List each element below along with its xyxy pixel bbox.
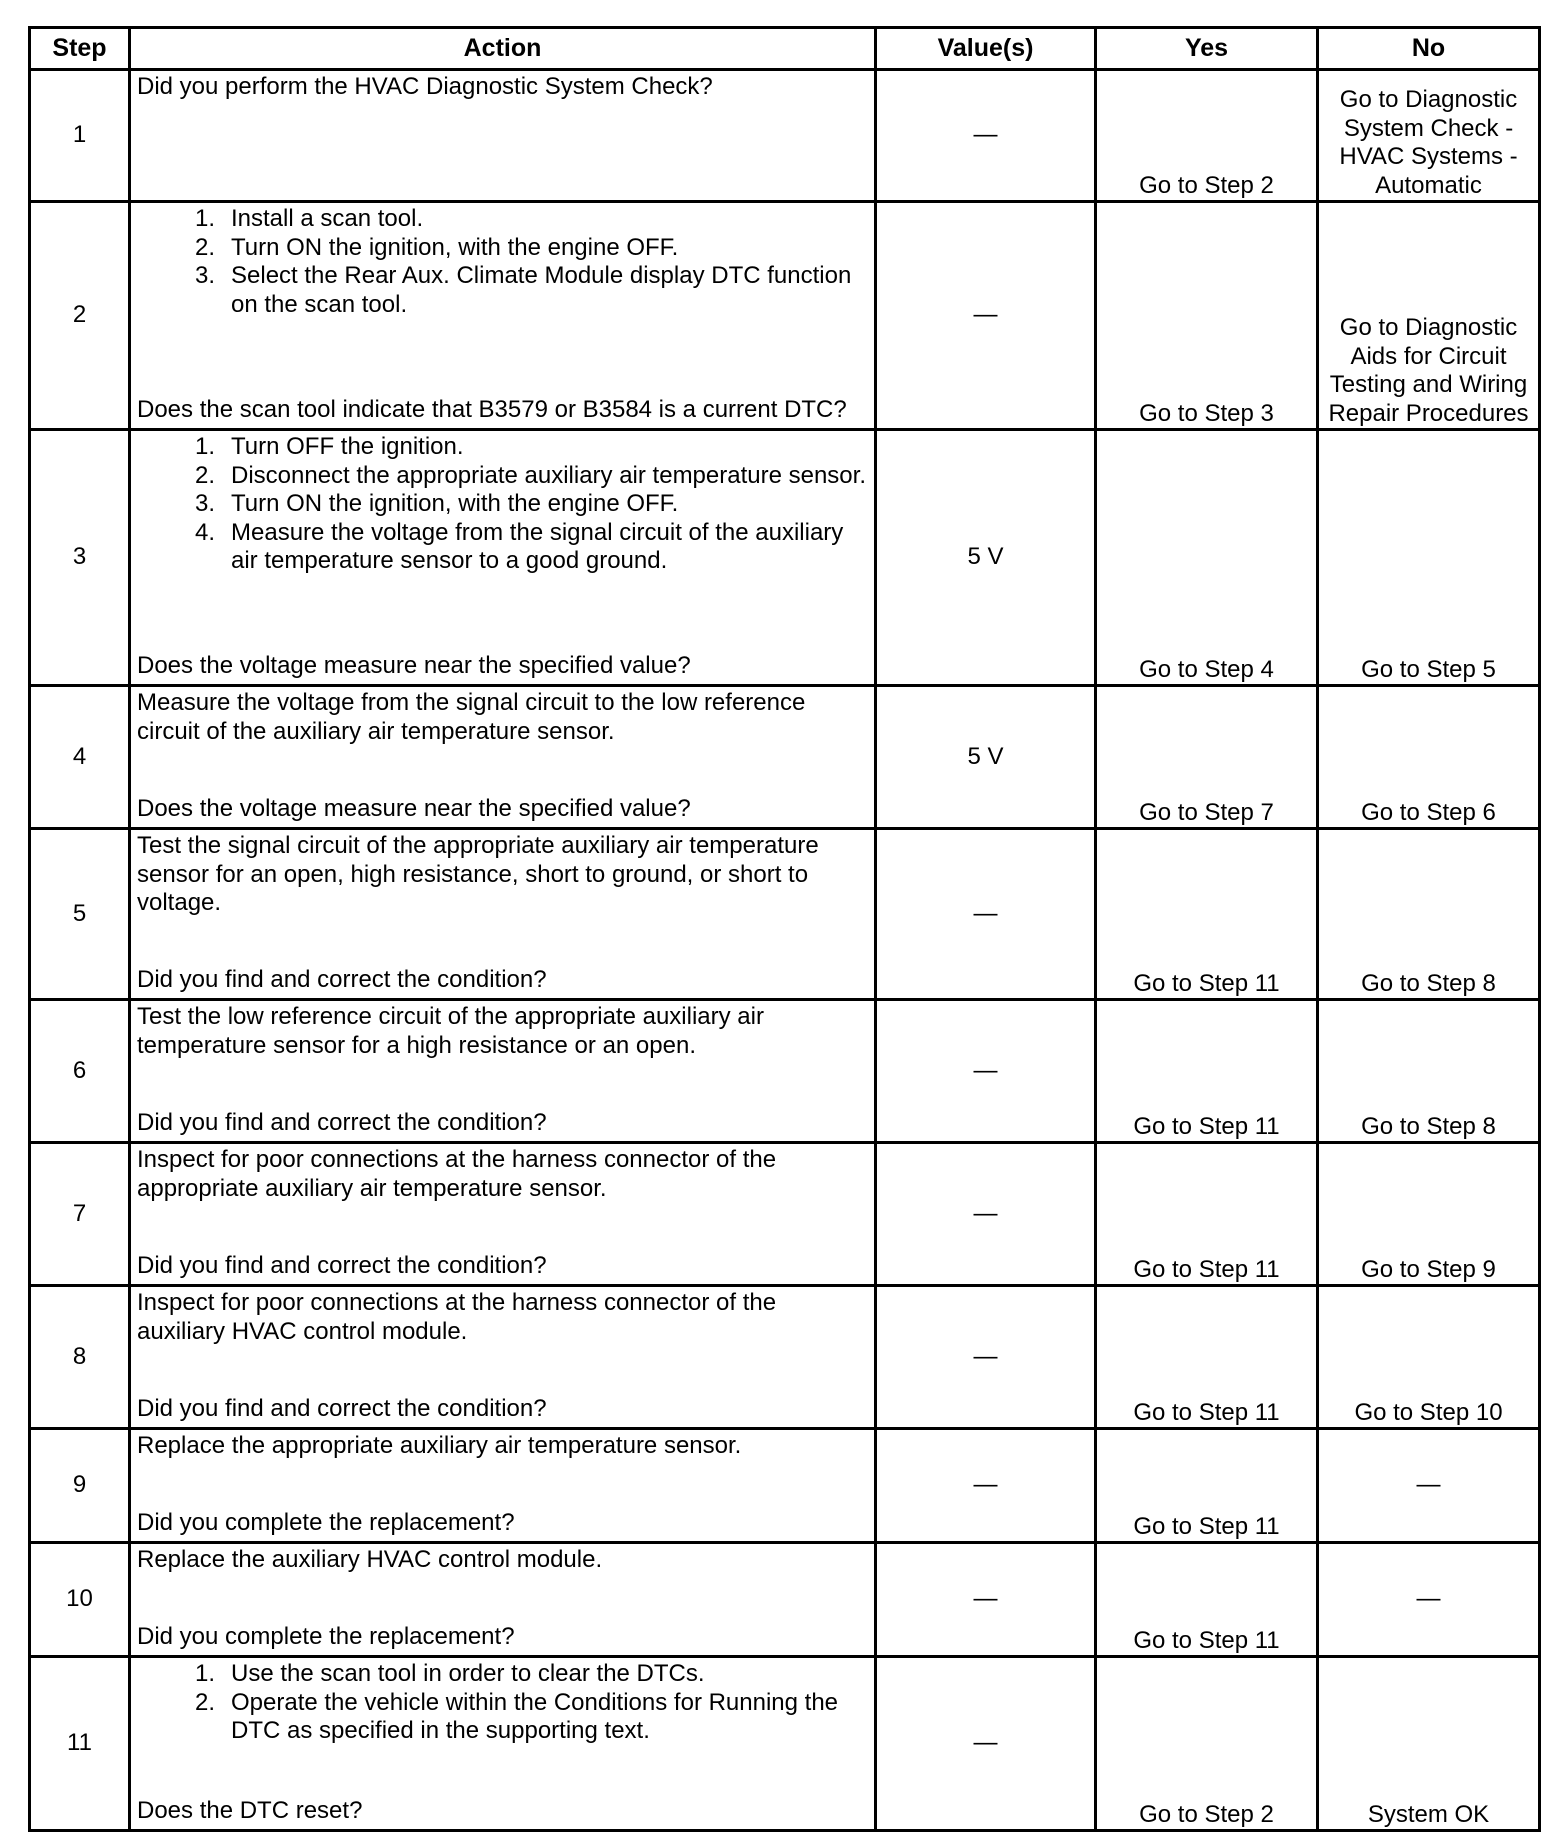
- action-cell: [130, 686, 876, 829]
- action-cell: [130, 430, 876, 686]
- action-question: Did you find and correct the condition?: [137, 1251, 547, 1279]
- list-item-text: Operate the vehicle within the Conditions for Running the DTC as specified in the supporting text.: [231, 1688, 839, 1744]
- header-no: No: [1318, 28, 1540, 70]
- step-number: 7: [30, 1143, 130, 1286]
- yes-cell: Go to Step 11: [1096, 1543, 1318, 1657]
- value-cell: —: [876, 70, 1096, 202]
- list-item: [137, 1660, 868, 1689]
- header-step: Step: [30, 28, 130, 70]
- action-question: Did you find and correct the condition?: [137, 1394, 547, 1422]
- step-number: 5: [30, 829, 130, 1000]
- action-question: Did you find and correct the condition?: [137, 1108, 547, 1136]
- action-cell: [130, 829, 876, 1000]
- yes-cell: Go to Step 11: [1096, 1286, 1318, 1429]
- no-cell: Go to Step 8: [1318, 829, 1540, 1000]
- action-steps-list: [137, 433, 868, 576]
- value-cell: —: [876, 1543, 1096, 1657]
- list-item: [137, 433, 868, 462]
- value-cell: —: [876, 829, 1096, 1000]
- step-number: 11: [30, 1657, 130, 1831]
- action-question: Does the voltage measure near the specified value?: [137, 794, 691, 822]
- step-number: 9: [30, 1429, 130, 1543]
- table-row: [30, 1286, 1540, 1429]
- action-question: Does the scan tool indicate that B3579 or B3584 is a current DTC?: [137, 395, 847, 423]
- no-cell: Go to Step 6: [1318, 686, 1540, 829]
- step-number: 4: [30, 686, 130, 829]
- action-text: Replace the appropriate auxiliary air temperature sensor.: [137, 1432, 742, 1459]
- list-item-text: Measure the voltage from the signal circuit of the auxiliary air temperature sensor to a good ground.: [231, 518, 844, 574]
- list-item-text: Turn OFF the ignition.: [231, 433, 464, 460]
- table-row: [30, 202, 1540, 430]
- list-item: [137, 262, 868, 319]
- yes-cell: Go to Step 3: [1096, 202, 1318, 430]
- list-item: [137, 205, 868, 234]
- action-text: Did you perform the HVAC Diagnostic System Check?: [137, 73, 713, 100]
- list-item-number: 1.: [194, 205, 215, 232]
- action-cell: [130, 1429, 876, 1543]
- list-item-number: 2.: [194, 233, 215, 261]
- no-cell: System OK: [1318, 1657, 1540, 1831]
- table-body: [30, 70, 1540, 1831]
- list-item-text: Disconnect the appropriate auxiliary air temperature sensor.: [231, 461, 866, 489]
- table-row: [30, 1000, 1540, 1143]
- action-cell: [130, 1143, 876, 1286]
- step-number: 6: [30, 1000, 130, 1143]
- no-cell: Go to Step 5: [1318, 430, 1540, 686]
- diagnostic-table: [28, 26, 1541, 1832]
- yes-cell: Go to Step 11: [1096, 1143, 1318, 1286]
- no-cell: Go to Step 9: [1318, 1143, 1540, 1286]
- action-steps-list: [137, 1660, 868, 1746]
- header-values: Value(s): [876, 28, 1096, 70]
- table-row: [30, 1657, 1540, 1831]
- no-cell: Go to Step 8: [1318, 1000, 1540, 1143]
- action-question: Does the voltage measure near the specified value?: [137, 651, 691, 679]
- action-question: Did you find and correct the condition?: [137, 965, 547, 993]
- list-item-number: 1.: [194, 1660, 215, 1687]
- action-question: Does the DTC reset?: [137, 1796, 363, 1824]
- list-item-number: 2.: [194, 1688, 215, 1716]
- action-text: Test the signal circuit of the appropriate auxiliary air temperature sensor for an open, high resistance, short to ground, or short to voltage.: [137, 832, 819, 916]
- list-item-text: Turn ON the ignition, with the engine OFF.: [231, 233, 679, 261]
- action-text: Inspect for poor connections at the harness connector of the auxiliary HVAC control module.: [137, 1289, 777, 1345]
- action-cell: [130, 1000, 876, 1143]
- no-cell: Go to Diagnostic Aids for Circuit Testing and Wiring Repair Procedures: [1318, 202, 1540, 430]
- yes-cell: Go to Step 11: [1096, 1000, 1318, 1143]
- value-cell: —: [876, 1000, 1096, 1143]
- list-item-number: 4.: [194, 518, 215, 546]
- list-item-text: Install a scan tool.: [231, 205, 424, 232]
- action-text: Test the low reference circuit of the appropriate auxiliary air temperature sensor for a high resistance or an open.: [137, 1003, 764, 1059]
- no-cell: —: [1318, 1543, 1540, 1657]
- step-number: 2: [30, 202, 130, 430]
- yes-cell: Go to Step 11: [1096, 1429, 1318, 1543]
- list-item: [137, 1689, 868, 1746]
- action-text: Measure the voltage from the signal circuit to the low reference circuit of the auxiliary air temperature sensor.: [137, 689, 806, 745]
- header-row: [30, 28, 1540, 70]
- list-item-number: 3.: [194, 490, 215, 517]
- value-cell: —: [876, 1286, 1096, 1429]
- value-cell: —: [876, 1143, 1096, 1286]
- action-steps-list: [137, 205, 868, 319]
- no-cell: Go to Step 10: [1318, 1286, 1540, 1429]
- step-number: 1: [30, 70, 130, 202]
- table-row: [30, 430, 1540, 686]
- list-item-number: 1.: [194, 433, 215, 460]
- table-row: [30, 686, 1540, 829]
- yes-cell: Go to Step 4: [1096, 430, 1318, 686]
- yes-cell: Go to Step 11: [1096, 829, 1318, 1000]
- header-yes: Yes: [1096, 28, 1318, 70]
- step-number: 8: [30, 1286, 130, 1429]
- list-item-text: Select the Rear Aux. Climate Module display DTC function on the scan tool.: [231, 262, 852, 318]
- table-row: [30, 829, 1540, 1000]
- no-cell: —: [1318, 1429, 1540, 1543]
- table-row: [30, 1429, 1540, 1543]
- yes-cell: Go to Step 2: [1096, 70, 1318, 202]
- yes-cell: Go to Step 2: [1096, 1657, 1318, 1831]
- table-row: [30, 1543, 1540, 1657]
- list-item-number: 3.: [194, 262, 215, 289]
- step-number: 3: [30, 430, 130, 686]
- value-cell: 5 V: [876, 686, 1096, 829]
- action-cell: [130, 70, 876, 202]
- yes-cell: Go to Step 7: [1096, 686, 1318, 829]
- value-cell: —: [876, 202, 1096, 430]
- action-cell: [130, 1286, 876, 1429]
- value-cell: 5 V: [876, 430, 1096, 686]
- action-cell: [130, 202, 876, 430]
- table-row: [30, 1143, 1540, 1286]
- value-cell: —: [876, 1429, 1096, 1543]
- action-question: Did you complete the replacement?: [137, 1622, 515, 1650]
- action-text: Inspect for poor connections at the harness connector of the appropriate auxiliary air temperature sensor.: [137, 1146, 777, 1202]
- list-item: [137, 519, 868, 576]
- action-question: Did you complete the replacement?: [137, 1508, 515, 1536]
- header-action: Action: [130, 28, 876, 70]
- list-item: [137, 462, 868, 491]
- table-row: [30, 70, 1540, 202]
- action-text: Replace the auxiliary HVAC control module.: [137, 1546, 603, 1573]
- list-item: [137, 490, 868, 519]
- list-item-text: Use the scan tool in order to clear the DTCs.: [231, 1660, 705, 1687]
- no-cell: Go to Diagnostic System Check - HVAC Systems - Automatic: [1318, 70, 1540, 202]
- value-cell: —: [876, 1657, 1096, 1831]
- list-item-text: Turn ON the ignition, with the engine OFF.: [231, 490, 679, 517]
- list-item-number: 2.: [194, 461, 215, 489]
- list-item: [137, 234, 868, 263]
- action-cell: [130, 1657, 876, 1831]
- step-number: 10: [30, 1543, 130, 1657]
- action-cell: [130, 1543, 876, 1657]
